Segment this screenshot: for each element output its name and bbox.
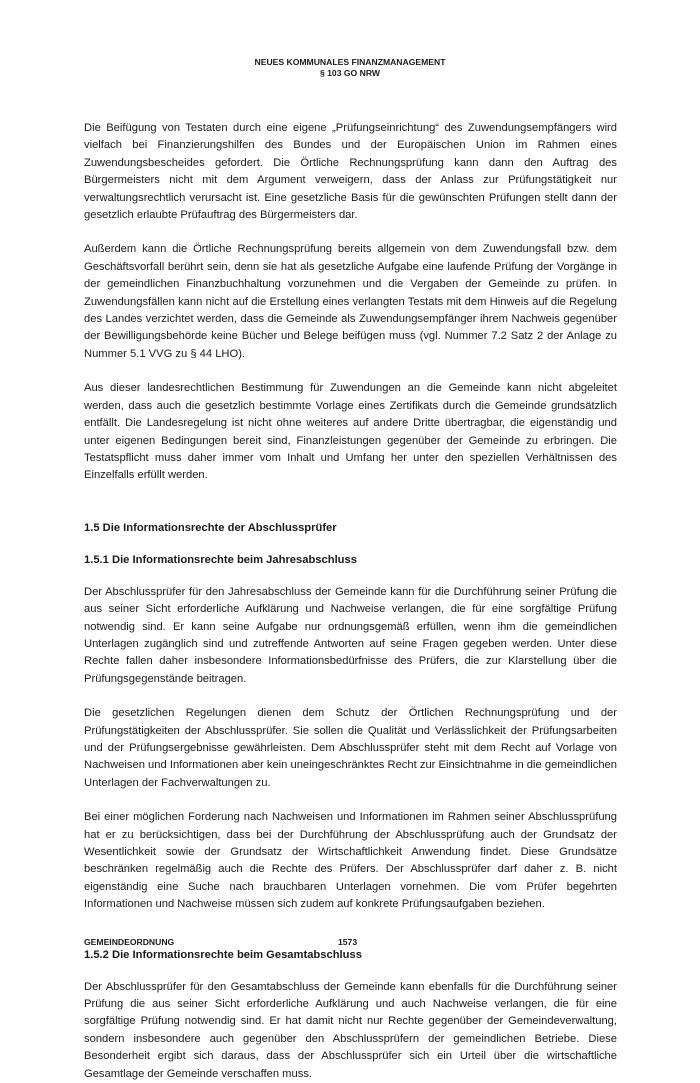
paragraph-7: Der Abschlussprüfer für den Gesamtabschluss der Gemeinde kann ebenfalls für die Durchführung seiner Prüfung die aus seiner Sicht erforderliche Aufklärung und auch Nachweise verlangen, die für eine sorgfältige Prüfung notwendig sind. Er hat damit nicht nur Rechte gegenüber der Gemeindeverwaltung, sondern insbesondere auch gegenüber den Abschlussprüfern der gemeindlichen Betriebe. Diese Besonderheit ergibt sich daraus, dass der Abschlussprüfer sich ein Urteil über die wirtschaftliche Gesamtlage der Gemeinde verschaffen muss.	[84, 980, 617, 1080]
paragraph-1: Die Beifügung von Testaten durch eine eigene „Prüfungseinrichtung“ des Zuwendungsempfängers wird vielfach bei Finanzierungshilfen des Bundes und der Europäischen Union im Rahmen eines Zuwendungsbescheides gefordert. Die Örtliche Rechnungsprüfung kann dann den Auftrag des Bürgermeisters nicht mit dem Argument verweigern, dass der Anlass zur Prüfungstätigkeit nur verwaltungsrechtlich verursacht ist. Eine gesetzliche Basis für die gewünschten Prüfungen stellt dann der gesetzlich erlaubte Prüfauftrag des Bürgermeisters dar.	[84, 122, 617, 222]
page-number: 1573	[338, 937, 358, 947]
header-title: NEUES KOMMUNALES FINANZMANAGEMENT	[254, 57, 446, 67]
section-heading-1-5-2: 1.5.2 Die Informationsrechte beim Gesamtabschluss	[84, 948, 362, 961]
header-subtitle: § 103 GO NRW	[319, 68, 381, 78]
section-heading-1-5-1: 1.5.1 Die Informationsrechte beim Jahresabschluss	[84, 553, 357, 566]
paragraph-3: Aus dieser landesrechtlichen Bestimmung für Zuwendungen an die Gemeinde kann nicht abgeleitet werden, dass auch die gesetzlich bestimmte Vorlage eines Zertifikats durch die Gemeinde grundsätzlich entfällt. Die Landesregelung ist nicht ohne weiteres auf andere Dritte übertragbar, die eigenständig und unter eigenen Bedingungen bereit sind, Finanzleistungen gegenüber der Gemeinde zu erbringen. Die Testatspflicht muss daher immer vom Inhalt und Umfang her unter den speziellen Verhältnissen des Einzelfalls erfüllt werden.	[84, 382, 617, 482]
paragraph-4: Der Abschlussprüfer für den Jahresabschluss der Gemeinde kann für die Durchführung seiner Prüfung die aus seiner Sicht erforderliche Aufklärung und Nachweise verlangen, die für eine sorgfältige Prüfung notwendig sind. Er kann seine Aufgabe nur ordnungsgemäß erfüllen, wenn ihm die gemeindlichen Unterlagen zugänglich sind und zutreffende Antworten auf seine Fragen gegeben werden. Unter diese Rechte fallen daher insbesondere Informationsbedürfnisse des Prüfers, die zur Klarstellung über die Prüfungsgegenstände beitragen.	[84, 585, 617, 685]
footer-title: GEMEINDEORDNUNG	[84, 937, 175, 947]
section-heading-1-5: 1.5 Die Informationsrechte der Abschlussprüfer	[84, 521, 337, 534]
paragraph-5: Die gesetzlichen Regelungen dienen dem Schutz der Örtlichen Rechnungsprüfung und der Prüfungstätigkeiten der Abschlussprüfer. Sie sollen die Qualität und Verlässlichkeit der Prüfungsarbeiten und der Prüfungsergebnisse gewährleisten. Dem Abschlussprüfer steht mit dem Recht auf Vorlage von Nachweisen und Informationen aber kein uneingeschränktes Recht zur Einsichtnahme in die gemeindlichen Unterlagen der Fachverwaltungen zu.	[84, 707, 617, 789]
paragraph-2: Außerdem kann die Örtliche Rechnungsprüfung bereits allgemein von dem Zuwendungsfall bzw. dem Geschäftsvorfall berührt sein, denn sie hat als gesetzliche Aufgabe eine laufende Prüfung der Vorgänge in der gemeindlichen Finanzbuchhaltung vorzunehmen und die Vergaben der Gemeinde zu prüfen. In Zuwendungsfällen kann nicht auf die Erstellung eines verlangten Testats mit dem Hinweis auf die Regelung des Landes verzichtet werden, dass die Gemeinde als Zuwendungsempfänger ihrem Nachweis gegenüber der Bewilligungsbehörde keine Bücher und Belege beifügen muss (vgl. Nummer 7.2 Satz 2 der Anlage zu Nummer 5.1 VVG zu § 44 LHO).	[84, 243, 617, 360]
page-header	[0, 57, 700, 79]
paragraph-6: Bei einer möglichen Forderung nach Nachweisen und Informationen im Rahmen seiner Abschlussprüfung hat er zu berücksichtigen, dass bei der Durchführung der Abschlussprüfung auch der Grundsatz der Wesentlichkeit sowie der Grundsatz der Wirtschaftlichkeit Anwendung findet. Diese Grundsätze beschränken regelmäßig auch die Rechte des Prüfers. Der Abschlussprüfer darf daher z. B. nicht eigenständig eine Suche nach brauchbaren Unterlagen vornehmen. Die vom Prüfer begehrten Informationen und Nachweise müssen sich zudem auf konkrete Prüfungsaufgaben beziehen.	[84, 811, 617, 911]
